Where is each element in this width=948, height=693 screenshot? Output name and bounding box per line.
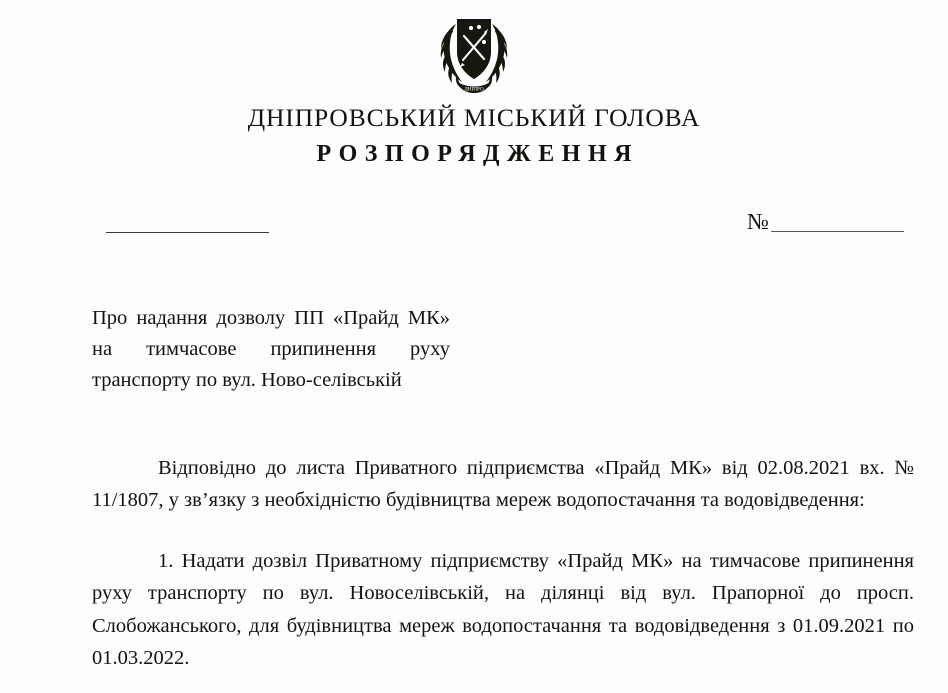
number-sign: № xyxy=(747,209,769,234)
paragraph-item-1: 1. Надати дозвіл Приватному підприємству «Прайд МК» на тимчасове припинення руху транспорту по вул. Новоселівській, на ділянці від вул. Прапорної до просп. Слобожанського, для будівництва мереж водопостачання та водовідведення з 01.09.2021 по 01.03.2022. xyxy=(92,549,914,669)
document-subject: Про надання дозволу ПП «Прайд МК» на тимчасове припинення руху транспорту по вул. Ново-селівській xyxy=(92,307,450,392)
date-field-rule[interactable] xyxy=(106,232,269,233)
dnipro-coat-of-arms-icon xyxy=(436,8,512,96)
document-type-title: РОЗПОРЯДЖЕННЯ xyxy=(316,140,639,167)
organization-title: ДНІПРОВСЬКИЙ МІСЬКИЙ ГОЛОВА xyxy=(247,103,701,132)
emblem-container xyxy=(0,8,948,96)
document-header xyxy=(0,104,948,167)
document-body xyxy=(92,452,914,674)
registration-row xyxy=(0,206,948,250)
number-field-group xyxy=(747,210,904,235)
paragraph-preamble: Відповідно до листа Приватного підприємства «Прайд МК» від 02.08.2021 вх. № 11/1807, у зв’язку з необхідністю будівництва мереж водопостачання та водовідведення: xyxy=(92,457,914,512)
number-field-rule[interactable] xyxy=(771,231,904,232)
emblem-ribbon-text: ДНІПРО xyxy=(464,86,484,93)
